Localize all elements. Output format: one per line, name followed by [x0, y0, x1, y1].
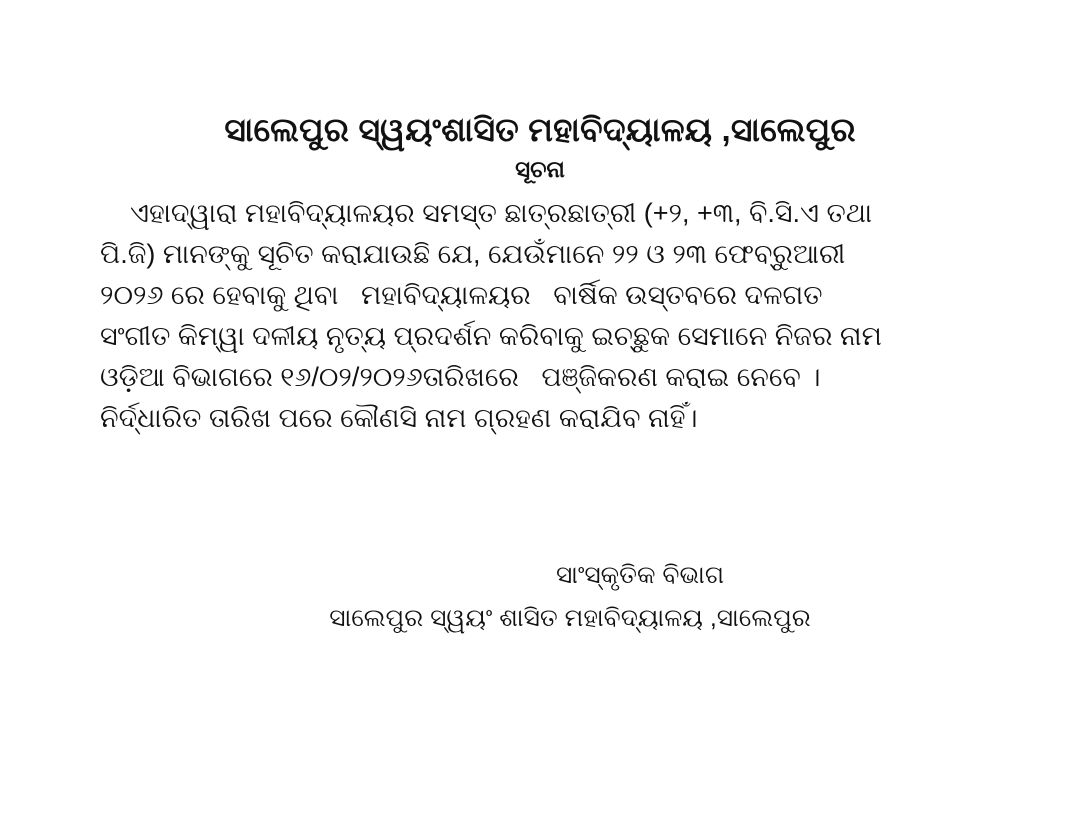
body-line: ପି.ଜି) ମାନଙ୍କୁ ସୂଚିତ କରାଯାଉଛି ଯେ, ଯେଉଁମାନେ ୨୨ ଓ ୨୩ ଫେବ୍ରୁଆରୀ: [100, 238, 846, 269]
body-line: ୨୦୨୬ ରେ ହେବାକୁ ଥିବା ମହାବିଦ୍ୟାଳୟର ବାର୍ଷିକ ଉସ୍ତବରେ ଦଳଗତ: [100, 279, 823, 310]
signature-college: ସାଲେପୁର ସ୍ୱୟଂ ଶାସିତ ମହାବିଦ୍ୟାଳୟ ,ସାଲେପୁର: [329, 604, 811, 633]
signature-department: ସାଂସ୍କୃତିକ ବିଭାଗ: [555, 560, 725, 589]
signature-block: [100, 557, 980, 638]
body-line: ଓଡ଼ିଆ ବିଭାଗରେ ୧୬/୦୨/୨୦୨୬ତାରିଖରେ ପଞ୍ଜିକରଣ କରାଇ ନେବେ ।: [100, 361, 821, 392]
body-line: ନିର୍ଦ୍ଧାରିତ ତାରିଖ ପରେ କୌଣସି ନାମ ଗ୍ରହଣ କରାଯିବ ନାହିଁ।: [100, 402, 698, 433]
page-title: ସାଲେପୁର ସ୍ୱୟଂଶାସିତ ମହାବିଦ୍ୟାଳୟ ,ସାଲେପୁର: [224, 111, 856, 148]
body-line: ସଂଗୀତ କିମ୍ୱା ଦଳୀୟ ନୃତ୍ୟ ପ୍ରଦର୍ଶନ କରିବାକୁ ଇଚ୍ଛୁକ ସେମାନେ ନିଜର ନାମ: [100, 320, 882, 351]
body-line: ଏହାଦ୍ୱାରା ମହାବିଦ୍ୟାଳୟର ସମସ୍ତ ଛାତ୍ରଛାତ୍ରୀ (+୨, +୩, ବି.ସି.ଏ ତଥା: [100, 197, 873, 228]
notice-body: [100, 193, 980, 439]
notice-subtitle: ସୂଚନା: [515, 155, 565, 182]
